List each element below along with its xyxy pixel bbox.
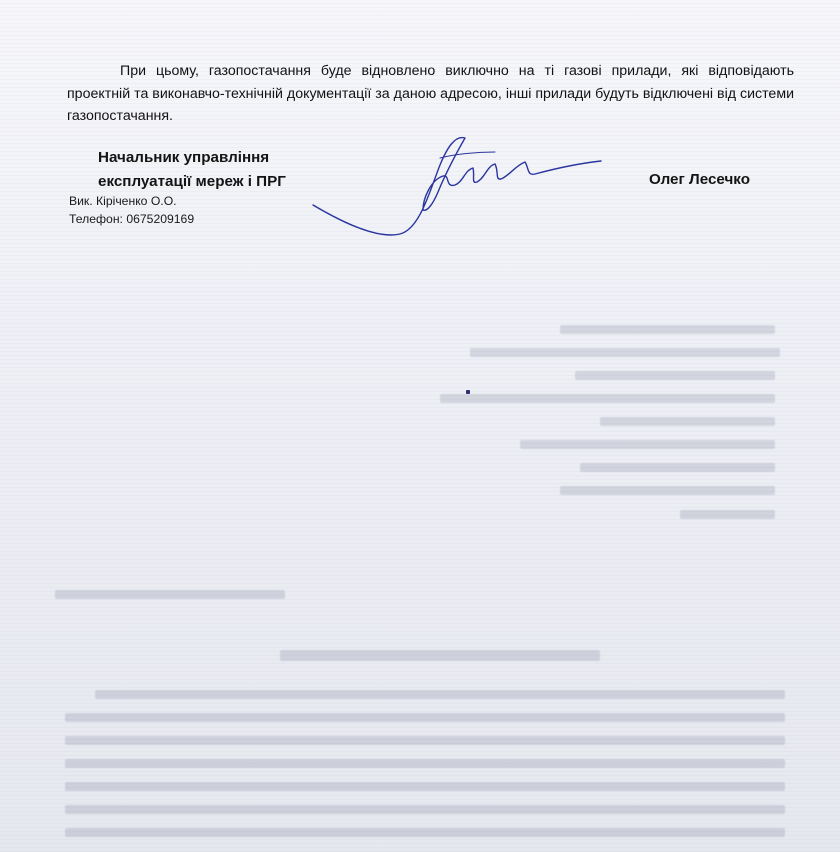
signer-position-title [98, 146, 286, 193]
executor-block [69, 193, 194, 228]
signer-name: Олег Лесечко [649, 171, 750, 188]
executor-phone: Телефон: 0675209169 [69, 211, 195, 226]
position-title-line-1: Начальник управління [98, 149, 270, 166]
body-paragraph: При цьому, газопостачання буде відновлено виключно на ті газові прилади, які відповідають проектній та виконавчо-технічній документації за даною адресою, інші прилади будуть відключені від системи газопостачання. [67, 63, 794, 124]
executor-name: Вик. Кіріченко О.О. [69, 194, 177, 208]
position-title-line-2: експлуатації мереж і ПРГ [98, 172, 286, 190]
handwritten-signature [305, 130, 615, 245]
show-through-background [0, 270, 840, 852]
ink-speck [466, 390, 470, 394]
